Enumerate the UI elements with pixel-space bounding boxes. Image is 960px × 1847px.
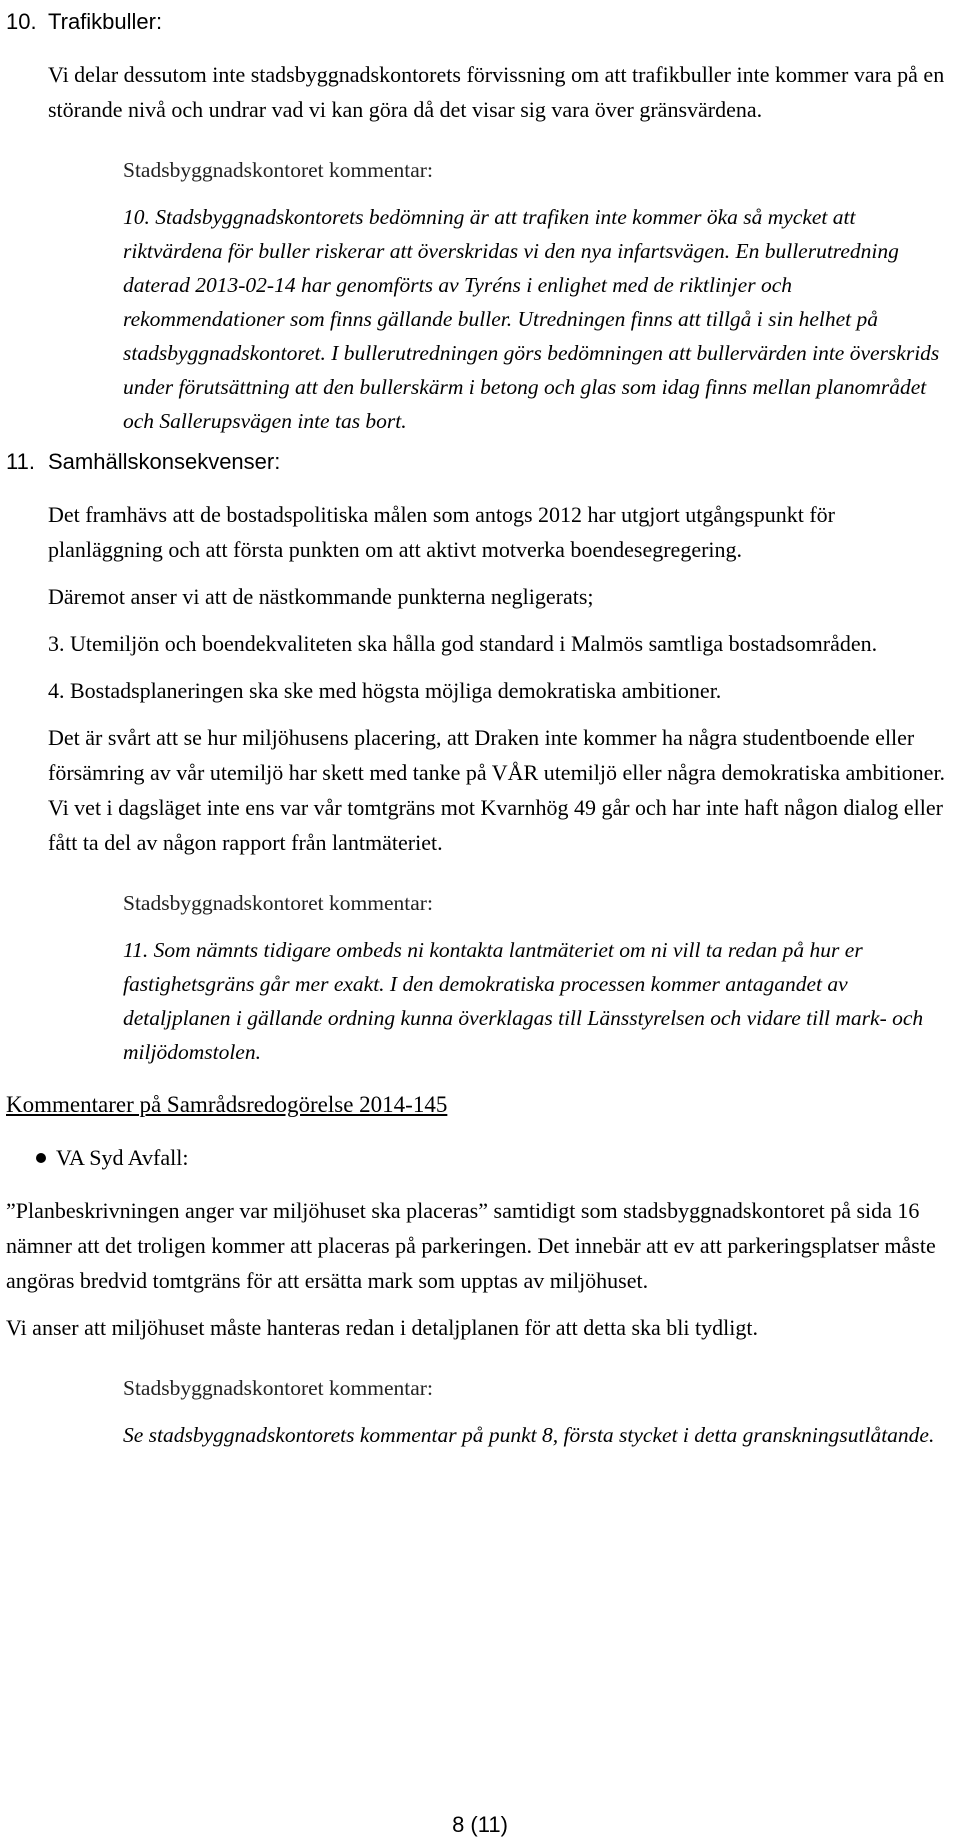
- item-paragraph: 4. Bostadsplaneringen ska ske med högsta möjliga demokratiska ambitioner.: [48, 678, 722, 703]
- section-paragraph: Vi anser att miljöhuset måste hanteras redan i detaljplanen för att detta ska bli tydligt.: [6, 1315, 758, 1340]
- item-heading-10: [6, 4, 960, 39]
- page-number: 8 (11): [452, 1812, 508, 1837]
- bullet-label: VA Syd Avfall:: [56, 1145, 189, 1170]
- comment-label: Stadsbyggnadskontoret kommentar:: [123, 158, 433, 182]
- bullet-item: [6, 1140, 960, 1175]
- item-number: 10.: [6, 9, 37, 34]
- item-paragraph: Det är svårt att se hur miljöhusens placering, att Draken inte kommer ha några studentboende eller försämring av vår utemiljö har skett med tanke på VÅR utemiljö eller några demokratiska ambitioner. Vi vet i dagsläget inte ens var vår tomtgräns mot Kvarnhög 49 går och har inte haft någon dialog eller fått ta del av någon rapport från lantmäteriet.: [48, 725, 946, 855]
- section-title: Kommentarer på Samrådsredogörelse 2014-145: [6, 1092, 448, 1117]
- item-title: Samhällskonsekvenser:: [48, 449, 281, 474]
- section-paragraph: ”Planbeskrivningen anger var miljöhuset ska placeras” samtidigt som stadsbyggnadskontoret på sida 16 nämner att det troligen kommer att placeras på parkeringen. Det innebär att ev att parkeringsplatser måste angöras bredvid tomtgräns för att ersätta mark som upptas av miljöhuset.: [6, 1198, 936, 1293]
- item-paragraph: Vi delar dessutom inte stadsbyggnadskontorets förvissning om att trafikbuller inte kommer vara på en störande nivå och undrar vad vi kan göra då det visar sig vara över gränsvärdena.: [48, 62, 945, 122]
- item-heading-11: [6, 444, 960, 479]
- bullet-icon: [36, 1153, 46, 1163]
- item-paragraph: Det framhävs att de bostadspolitiska målen som antogs 2012 har utgjort utgångspunkt för planläggning och att första punkten om att aktivt motverka boendesegregering.: [48, 502, 835, 562]
- comment-text: Se stadsbyggnadskontorets kommentar på punkt 8, första stycket i detta granskningsutlåtande.: [123, 1423, 935, 1447]
- comment-label: Stadsbyggnadskontoret kommentar:: [123, 891, 433, 915]
- comment-label: Stadsbyggnadskontoret kommentar:: [123, 1376, 433, 1400]
- item-paragraph: 3. Utemiljön och boendekvaliteten ska hålla god standard i Malmös samtliga bostadsområden.: [48, 631, 878, 656]
- comment-text: 10. Stadsbyggnadskontorets bedömning är att trafiken inte kommer öka så mycket att riktvärdena för buller riskerar att överskridas vi den nya infartsvägen. En bullerutredning daterad 2013-02-14 har genomförts av Tyréns i enlighet med de riktlinjer och rekommendationer som finns gällande buller. Utredningen finns att tillgå i sin helhet på stadsbyggnadskontoret. I bullerutredningen görs bedömningen att bullervärden inte överskrids under förutsättning att den bullerskärm i betong och glas som idag finns mellan planområdet och Sallerupsvägen inte tas bort.: [123, 205, 940, 433]
- item-title: Trafikbuller:: [48, 9, 163, 34]
- comment-text: 11. Som nämnts tidigare ombeds ni kontakta lantmäteriet om ni vill ta redan på hur er fastighetsgräns går mer exakt. I den demokratiska processen kommer antagandet av detaljplanen i gällande ordning kunna överklagas till Länsstyrelsen och vidare till mark- och miljödomstolen.: [123, 938, 924, 1064]
- item-number: 11.: [6, 449, 35, 474]
- item-paragraph: Däremot anser vi att de nästkommande punkterna negligerats;: [48, 584, 594, 609]
